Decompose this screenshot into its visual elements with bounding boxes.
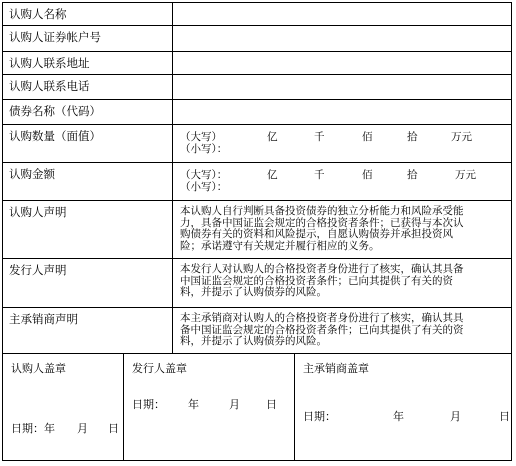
unit-bai: 佰: [362, 131, 373, 143]
unit-yi: 亿: [267, 131, 278, 143]
date-year-label: 年: [393, 410, 404, 423]
label-quantity: 认购数量（面值）: [3, 125, 173, 162]
statement-line: 本发行人对认购人的合格投资者身份进行了核实，确认其具备: [180, 263, 464, 275]
row-subscriber-name: [3, 3, 511, 26]
underwriter-seal-box[interactable]: [295, 354, 511, 460]
row-underwriter-statement: [3, 308, 511, 354]
date-label: 日期：: [132, 398, 165, 411]
amount-upper-line: [180, 170, 505, 182]
row-issuer-statement: [3, 259, 511, 308]
date-year-label: 年: [188, 398, 199, 411]
row-amount: [3, 163, 511, 201]
row-quantity: [3, 125, 511, 163]
unit-qian: 千: [314, 169, 325, 181]
row-contact-phone: [3, 75, 511, 100]
date-day-label: 日: [108, 422, 119, 435]
date-month-label: 月: [77, 422, 88, 435]
unit-shi: 拾: [407, 169, 418, 181]
date-day-label: 日: [266, 398, 277, 411]
subscriber-seal-title: 认购人盖章: [11, 362, 66, 375]
statement-line: 险；承诺遵守有关规定并履行相应的义务。: [180, 239, 380, 252]
statement-line: 力，具备中国证监会规定的合格投资者条件；已获得与本次认: [180, 216, 464, 229]
subscriber-statement-text: [174, 201, 511, 258]
securities-account-field[interactable]: [174, 26, 511, 51]
statement-line: 备中国证监会规定的合格投资者条件；已向其提供了有关的资: [180, 323, 464, 336]
quantity-lower-label: （小写）：: [180, 143, 228, 155]
subscription-form: [2, 2, 512, 461]
amount-lower-label: （小写）：: [180, 181, 228, 193]
label-contact-address: 认购人联系地址: [3, 52, 173, 74]
amount-upper-label: （大写）：: [180, 169, 228, 181]
label-subscriber-name: 认购人名称: [3, 3, 173, 25]
unit-wanyuan: 万元: [451, 131, 472, 143]
label-securities-account: 认购人证券帐户号: [3, 26, 173, 51]
row-subscriber-statement: [3, 201, 511, 259]
statement-line: 料，并提示了认购债券的风险。: [180, 286, 327, 298]
label-issuer-statement: 发行人声明: [3, 259, 173, 307]
issuer-statement-text: [174, 259, 511, 307]
unit-qian: 千: [314, 131, 325, 143]
label-underwriter-statement: 主承销商声明: [3, 308, 173, 353]
statement-line: 料，并提示了认购债券的风险。: [180, 335, 327, 347]
quantity-lower-line: [180, 144, 505, 156]
amount-lower-line: [180, 182, 505, 194]
row-securities-account: [3, 26, 511, 52]
contact-address-field[interactable]: [174, 52, 511, 74]
seal-section: [3, 354, 511, 460]
unit-yi: 亿: [267, 169, 278, 181]
statement-line: 本认购人自行判断具备投资债券的独立分析能力和风险承受能: [180, 205, 464, 217]
subscriber-seal-box[interactable]: [3, 354, 124, 460]
row-contact-address: [3, 52, 511, 75]
quantity-field[interactable]: [174, 125, 511, 162]
statement-line: 本主承销商对认购人的合格投资者身份进行了核实，确认其具: [180, 312, 464, 324]
date-year-label: 日期：年: [11, 422, 55, 435]
unit-bai: 佰: [362, 169, 373, 181]
statement-line: 中国证监会规定的合格投资者条件；已向其提供了有关的资: [180, 274, 453, 287]
quantity-upper-line: [180, 132, 505, 144]
row-bond-name: [3, 100, 511, 125]
underwriter-seal-title: 主承销商盖章: [303, 362, 369, 375]
issuer-seal-title: 发行人盖章: [132, 362, 187, 375]
label-contact-phone: 认购人联系电话: [3, 75, 173, 99]
date-month-label: 月: [229, 398, 240, 411]
bond-name-field[interactable]: [174, 100, 511, 124]
amount-field[interactable]: [174, 163, 511, 200]
statement-line: 购债券有关的资料和风险提示，自愿认购债券并承担投资风: [180, 228, 453, 240]
unit-wanyuan: 万元: [455, 169, 476, 181]
date-label: 日期：: [303, 410, 336, 423]
unit-shi: 拾: [407, 131, 418, 143]
label-bond-name: 债券名称（代码）: [3, 100, 173, 124]
label-subscriber-statement: 认购人声明: [3, 201, 173, 258]
contact-phone-field[interactable]: [174, 75, 511, 99]
issuer-seal-box[interactable]: [124, 354, 295, 460]
subscriber-name-field[interactable]: [174, 3, 511, 25]
date-month-label: 月: [450, 410, 461, 423]
date-day-label: 日: [499, 410, 510, 423]
quantity-upper-label: （大写）: [180, 131, 222, 143]
underwriter-statement-text: [174, 308, 511, 353]
label-amount: 认购金额: [3, 163, 173, 200]
